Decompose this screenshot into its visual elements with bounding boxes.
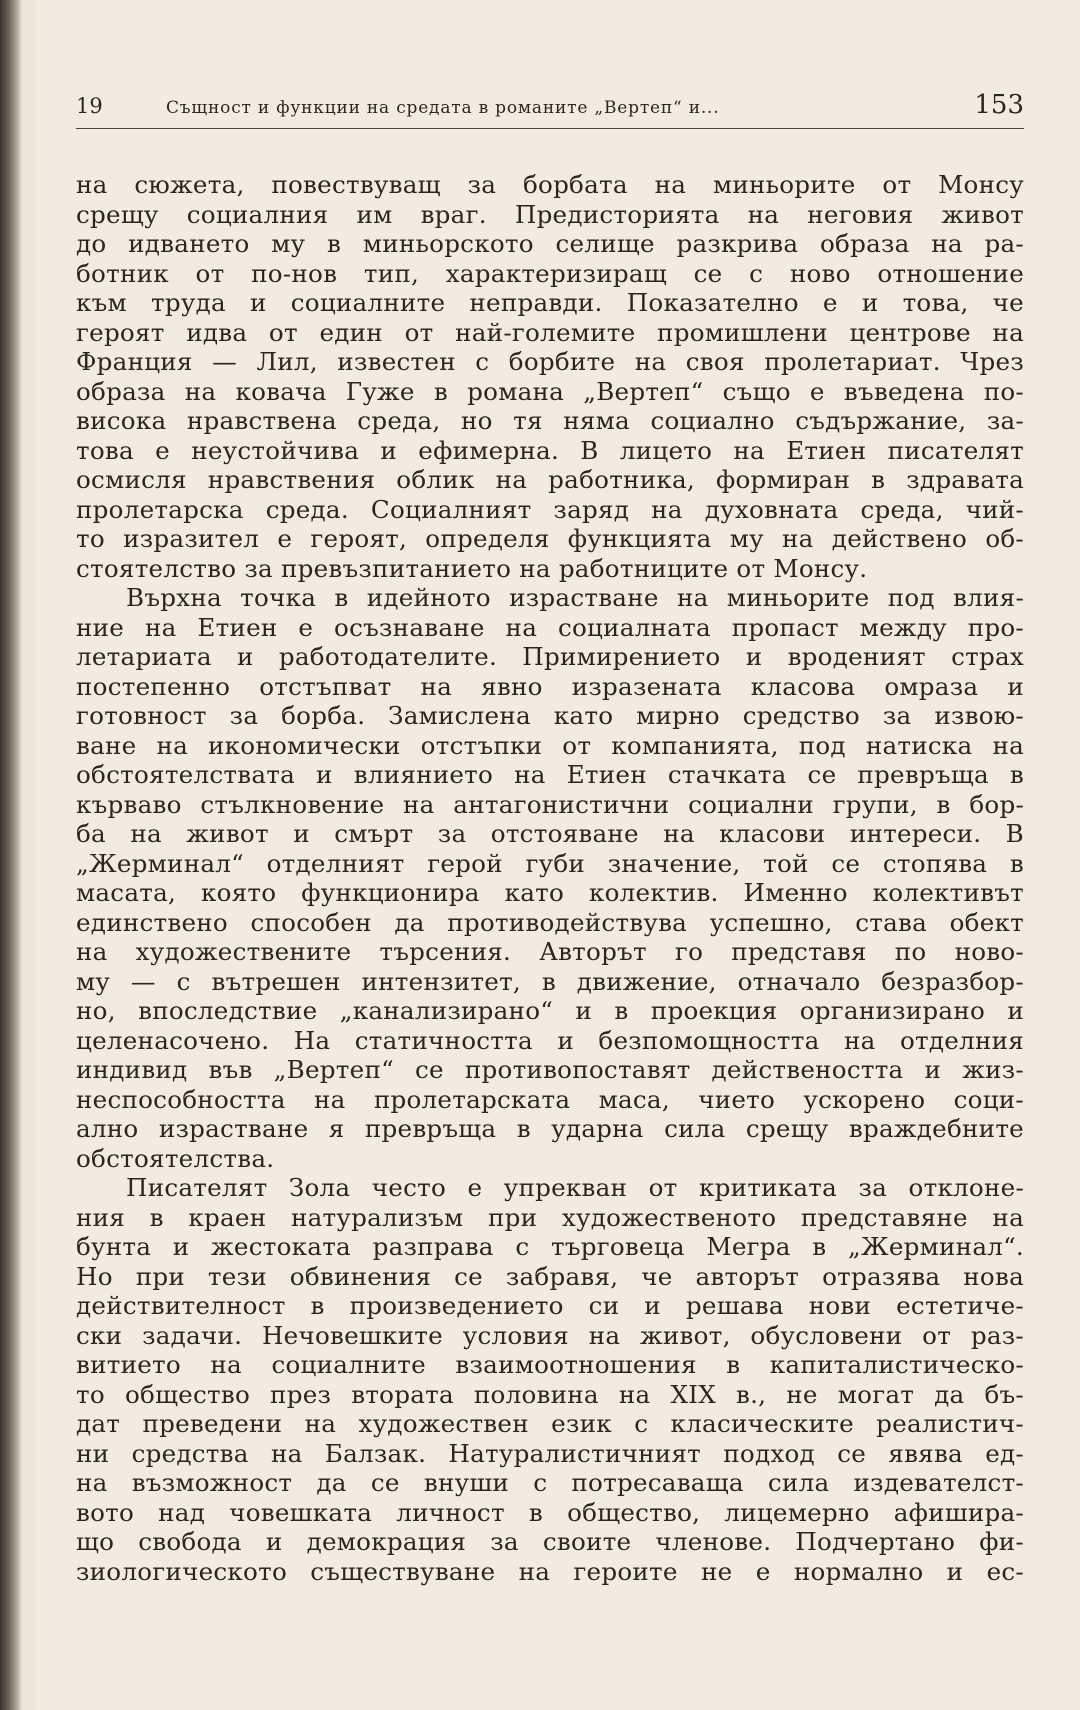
text-line: ски задачи. Нечовешките условия на живот, обусловени от раз- bbox=[76, 1320, 1024, 1350]
text-line: дат преведени на художествен език с класическите реалистич- bbox=[76, 1409, 1024, 1438]
text-line: ния в краен натурализъм при художественото представяне на bbox=[76, 1202, 1024, 1232]
text-line: на сюжета, повествуващ за борбата на миньорите от Монсу bbox=[76, 170, 1024, 199]
text-line: пролетарска среда. Социалният заряд на духовната среда, чий- bbox=[76, 494, 1024, 524]
page-number: 153 bbox=[974, 90, 1024, 120]
text-line: масата, която функционира като колектив. Именно колективът bbox=[76, 878, 1024, 907]
text-line: обстоятелства. bbox=[76, 1143, 275, 1173]
text-line: ване на икономически отстъпки от компанията, под натиска на bbox=[76, 730, 1024, 760]
text-line: образа на ковача Гуже в романа „Вертеп“ също е въведена по- bbox=[76, 376, 1024, 406]
paragraph-first-line: Върхна точка в идейното израстване на миньорите под влия- bbox=[126, 583, 1024, 612]
text-line: осмисля нравствения облик на работника, формиран в здравата bbox=[76, 465, 1024, 494]
text-line: героят идва от един от най-големите промишлени центрове на bbox=[76, 317, 1024, 347]
text-line: ботник от по-нов тип, характеризиращ се с ново отношение bbox=[76, 258, 1024, 288]
text-line: на художествените търсения. Авторът го представя по ново- bbox=[76, 937, 1024, 966]
text-line: стоятелство за превъзпитанието на работниците от Монсу. bbox=[76, 553, 868, 583]
text-line: това е неустойчива и ефимерна. В лицето на Етиен писателят bbox=[76, 435, 1024, 465]
text-line: Но при тези обвинения се забравя, че авторът отразява нова bbox=[76, 1261, 1024, 1291]
chapter-number: 19 bbox=[76, 94, 103, 118]
text-line: летариата и работодателите. Примирението и вроденият страх bbox=[76, 642, 1024, 671]
text-line: индивид във „Вертеп“ се противопоставят действеността и жиз- bbox=[76, 1055, 1024, 1084]
text-line: ние на Етиен е осъзнаване на социалната пропаст между про- bbox=[76, 612, 1024, 642]
body-text bbox=[76, 170, 1024, 1586]
running-title: Същност и функции на средата в романите „Вертеп“ и... bbox=[166, 98, 720, 118]
text-line: бунта и жестоката разправа с търговеца Мегра в „Жерминал“. bbox=[76, 1232, 1024, 1261]
text-line: ба на живот и смърт за отстояване на класови интереси. В bbox=[76, 819, 1024, 848]
text-line: Франция — Лил, известен с борбите на своя пролетариат. Чрез bbox=[76, 347, 1024, 376]
text-line: целенасочено. На статичността и безпомощността на отделния bbox=[76, 1025, 1024, 1055]
text-line: действителност в произведението си и решава нови естетиче- bbox=[76, 1291, 1024, 1320]
text-line: постепенно отстъпват на явно изразената класова омраза и bbox=[76, 671, 1024, 701]
paragraph-first-line: Писателят Зола често е упрекван от критиката за отклоне- bbox=[126, 1173, 1024, 1202]
text-line: но, впоследствие „канализирано“ и в проекция организирано и bbox=[76, 996, 1024, 1025]
text-line: вото над човешката личност в общество, лицемерно афишира- bbox=[76, 1497, 1024, 1527]
text-line: то изразител е героят, определя функцията му на действено об- bbox=[76, 524, 1024, 553]
running-header bbox=[76, 88, 1024, 129]
text-line: витието на социалните взаимоотношения в капиталистическо- bbox=[76, 1350, 1024, 1379]
text-line: до идването му в миньорското селище разкрива образа на ра- bbox=[76, 229, 1024, 258]
text-line: що свобода и демокрация за своите членове. Подчертано фи- bbox=[76, 1527, 1024, 1556]
text-line: към труда и социалните неправди. Показателно е и това, че bbox=[76, 288, 1024, 317]
text-line: висока нравствена среда, но тя няма социално съдържание, за- bbox=[76, 406, 1024, 435]
book-page bbox=[36, 0, 1080, 1710]
text-line: единствено способен да противодействува успешно, става обект bbox=[76, 907, 1024, 937]
text-line: зиологическото съществуване на героите не е нормално и ес- bbox=[76, 1556, 1024, 1586]
text-line: „Жерминал“ отделният герой губи значение, той се стопява в bbox=[76, 848, 1024, 878]
text-line: кърваво стълкновение на антагонистични социални групи, в бор- bbox=[76, 789, 1024, 819]
text-line: обстоятелствата и влиянието на Етиен стачката се превръща в bbox=[76, 760, 1024, 789]
text-line: срещу социалния им враг. Предисторията на неговия живот bbox=[76, 199, 1024, 229]
text-line: то общество през втората половина на XIX в., не могат да бъ- bbox=[76, 1379, 1024, 1409]
text-line: ално израстване я превръща в ударна сила срещу враждебните bbox=[76, 1114, 1024, 1143]
book-spine-shadow bbox=[0, 0, 22, 1710]
text-line: ни средства на Балзак. Натуралистичният подход се явява ед- bbox=[76, 1438, 1024, 1468]
text-line: му — с вътрешен интензитет, в движение, отначало безразбор- bbox=[76, 966, 1024, 996]
text-line: на възможност да се внуши с потресаваща сила издевателст- bbox=[76, 1468, 1024, 1497]
text-line: неспособността на пролетарската маса, чието ускорено соци- bbox=[76, 1084, 1024, 1114]
text-line: готовност за борба. Замислена като мирно средство за извою- bbox=[76, 701, 1024, 730]
